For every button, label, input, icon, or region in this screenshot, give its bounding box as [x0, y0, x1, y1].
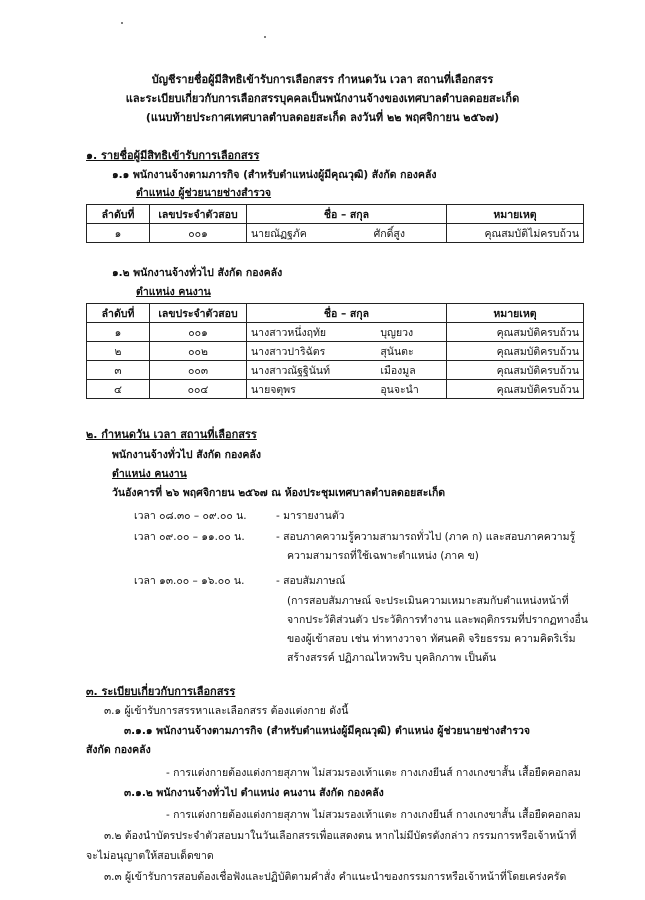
section1-sub2-title: ๑.๒ พนักงานจ้างทั่วไป สังกัด กองคลัง — [112, 267, 283, 279]
section1-sub1-position: ตำแหน่ง ผู้ช่วยนายช่างสำรวจ — [136, 187, 272, 199]
doc-title-line1: บัญชีรายชื่อผู้มีสิทธิเข้ารับการเลือกสรร กำหนดวัน เวลา สถานที่เลือกสรร — [151, 73, 494, 86]
table-row — [87, 361, 584, 380]
cell-exam-id: ๐๐๓ — [150, 361, 247, 380]
col-header-no: ลำดับที่ — [87, 304, 150, 323]
schedule-item-3: - สอบสัมภาษณ์ — [276, 575, 346, 587]
schedule-item-1: - มารายงานตัว — [276, 510, 345, 522]
col-header-name: ชื่อ – สกุล — [247, 304, 447, 323]
section2-position: ตำแหน่ง คนงาน — [112, 468, 187, 480]
table-candidates-1 — [86, 204, 584, 243]
schedule-item-2: - สอบภาคความรู้ความสามารถทั่วไป (ภาค ก) และสอบภาคความรู้ — [276, 531, 576, 543]
cell-first-name: นางสาวหนึ่งฤทัย — [247, 323, 377, 342]
table-candidates-2 — [86, 303, 584, 399]
doc-title-line3: (แนบท้ายประกาศเทศบาลตำบลดอยสะเก็ด ลงวันที่ ๒๒ พฤศจิกายน ๒๕๖๗) — [145, 111, 500, 124]
schedule-time-3: เวลา ๑๓.๐๐ – ๑๖.๐๐ น. — [134, 575, 245, 587]
cell-last-name: บุญยวง — [376, 323, 446, 342]
cell-no: ๒ — [87, 342, 150, 361]
scan-speck — [264, 36, 266, 38]
cell-exam-id: ๐๐๔ — [150, 380, 247, 399]
col-header-name: ชื่อ – สกุล — [247, 205, 447, 224]
schedule-time-2: เวลา ๐๙.๐๐ – ๑๑.๐๐ น. — [134, 531, 245, 543]
cell-exam-id: ๐๐๑ — [150, 323, 247, 342]
table-row — [87, 323, 584, 342]
section2-heading: ๒. กำหนดวัน เวลา สถานที่เลือกสรร — [86, 428, 257, 441]
col-header-remark: หมายเหตุ — [447, 304, 584, 323]
col-header-remark: หมายเหตุ — [447, 205, 584, 224]
cell-exam-id: ๐๐๒ — [150, 342, 247, 361]
cell-last-name: สุนันตะ — [376, 342, 446, 361]
section2-date-line: วันอังคารที่ ๒๖ พฤศจิกายน ๒๕๖๗ ณ ห้องประชุมเทศบาลตำบลดอยสะเก็ด — [112, 487, 446, 499]
cell-last-name: ศักดิ์สูง — [370, 224, 447, 243]
section1-sub1-title: ๑.๑ พนักงานจ้างตามภารกิจ (สำหรับตำแหน่งผู้มีคุณวุฒิ) สังกัด กองคลัง — [112, 169, 437, 181]
rule-3-1-2-dress: - การแต่งกายต้องแต่งกายสุภาพ ไม่สวมรองเท้าแตะ กางเกงยีนส์ กางเกงขาสั้น เสื้อยืดคอกลม — [166, 809, 581, 821]
col-header-exam-id: เลขประจำตัวสอบ — [150, 304, 247, 323]
cell-first-name: นายจตุพร — [247, 380, 377, 399]
cell-first-name: นางสาวณัฐฐินันท์ — [247, 361, 377, 380]
schedule-time-1: เวลา ๐๘.๓๐ – ๐๙.๐๐ น. — [134, 510, 247, 522]
schedule-item-3-detail: สร้างสรรค์ ปฏิภาณไหวพริบ บุคลิกภาพ เป็นต้น — [287, 652, 497, 664]
section1-heading: ๑. รายชื่อผู้มีสิทธิเข้ารับการเลือกสรร — [86, 149, 260, 162]
rule-3-2: ๓.๒ ต้องนำบัตรประจำตัวสอบมาในวันเลือกสรรเพื่อแสดงตน หากไม่มีบัตรดังกล่าว กรรมการหรือเจ้าหน้าที่ — [104, 830, 577, 842]
rule-3-1-1-cont: สังกัด กองคลัง — [86, 744, 151, 756]
doc-title-line2: และระเบียบเกี่ยวกับการเลือกสรรบุคคลเป็นพนักงานจ้างของเทศบาลตำบลดอยสะเก็ด — [125, 92, 520, 105]
cell-remark: คุณสมบัติครบถ้วน — [447, 323, 584, 342]
cell-last-name: เมืองมูล — [376, 361, 446, 380]
rule-3-3: ๓.๓ ผู้เข้ารับการสอบต้องเชื่อฟังและปฏิบัติตามคำสั่ง คำแนะนำของกรรมการหรือเจ้าหน้าที่โดยเคร่งครัด — [104, 871, 567, 883]
col-header-no: ลำดับที่ — [87, 205, 150, 224]
cell-remark: คุณสมบัติไม่ครบถ้วน — [447, 224, 584, 243]
schedule-item-3-detail: จากประวัติส่วนตัว ประวัติการทำงาน และพฤติกรรมที่ปรากฏทางอื่น — [287, 614, 588, 626]
col-header-exam-id: เลขประจำตัวสอบ — [150, 205, 247, 224]
cell-exam-id: ๐๐๑ — [150, 224, 247, 243]
rule-3-1-2: ๓.๑.๒ พนักงานจ้างทั่วไป ตำแหน่ง คนงาน สังกัด กองคลัง — [124, 787, 384, 799]
cell-last-name: อุนจะนำ — [376, 380, 446, 399]
rule-3-1-1-dress: - การแต่งกายต้องแต่งกายสุภาพ ไม่สวมรองเท้าแตะ กางเกงยีนส์ กางเกงขาสั้น เสื้อยืดคอกลม — [166, 767, 581, 779]
schedule-item-2-cont: ความสามารถที่ใช้เฉพาะตำแหน่ง (ภาค ข) — [287, 550, 479, 562]
cell-first-name: นายณัฏฐภัค — [247, 224, 370, 243]
cell-remark: คุณสมบัติครบถ้วน — [447, 380, 584, 399]
cell-no: ๑ — [87, 224, 150, 243]
table-header-row — [87, 304, 584, 323]
table-row — [87, 380, 584, 399]
rule-3-2-cont: จะไม่อนุญาตให้สอบเด็ดขาด — [86, 850, 214, 862]
table-row — [87, 224, 584, 243]
cell-remark: คุณสมบัติครบถ้วน — [447, 361, 584, 380]
schedule-item-3-detail: ของผู้เข้าสอบ เช่น ท่าทางวาจา ทัศนคติ จริยธรรม ความคิดริเริ่ม — [287, 633, 576, 645]
section3-heading: ๓. ระเบียบเกี่ยวกับการเลือกสรร — [86, 685, 236, 698]
section2-line1: พนักงานจ้างทั่วไป สังกัด กองคลัง — [112, 449, 261, 461]
cell-remark: คุณสมบัติครบถ้วน — [447, 342, 584, 361]
schedule-item-3-detail: (การสอบสัมภาษณ์ จะประเมินความเหมาะสมกับตำแหน่งหน้าที่ — [287, 595, 569, 607]
rule-3-1: ๓.๑ ผู้เข้ารับการสรรหาและเลือกสรร ต้องแต่งกาย ดังนี้ — [104, 705, 349, 717]
section1-sub2-position: ตำแหน่ง คนงาน — [136, 286, 211, 298]
cell-no: ๓ — [87, 361, 150, 380]
cell-no: ๑ — [87, 323, 150, 342]
rule-3-1-1: ๓.๑.๑ พนักงานจ้างตามภารกิจ (สำหรับตำแหน่งผู้มีคุณวุฒิ) ตำแหน่ง ผู้ช่วยนายช่างสำรวจ — [124, 725, 531, 737]
cell-no: ๔ — [87, 380, 150, 399]
cell-first-name: นางสาวปาริฉัตร — [247, 342, 377, 361]
scan-speck — [121, 22, 123, 24]
table-row — [87, 342, 584, 361]
table-header-row — [87, 205, 584, 224]
